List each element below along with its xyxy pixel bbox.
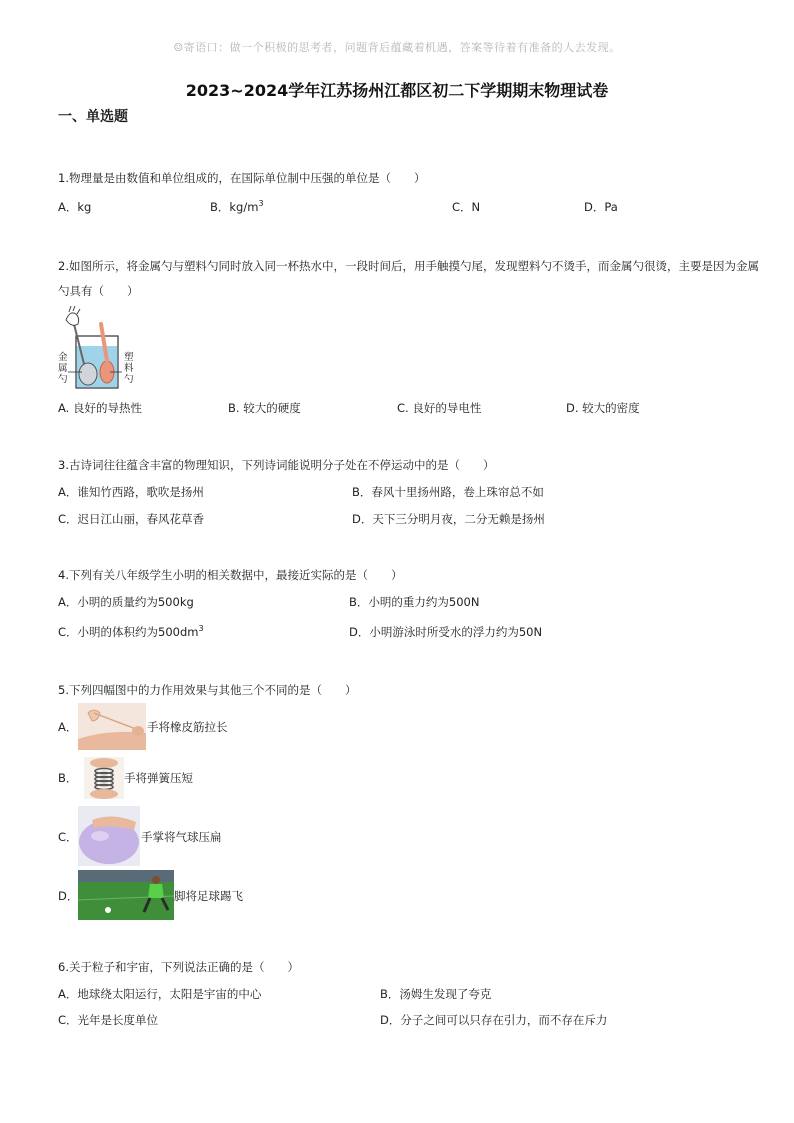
question-4-option-b: B．小明的重力约为500N [349,595,480,609]
soccer-kick-photo [78,870,174,920]
question-1-option-a: A．kg [58,200,92,214]
question-4-option-c: C．小明的体积约为$500dm^3$ [58,624,204,639]
question-3-stem: 3.古诗词往往蕴含丰富的物理知识，下列诗词能说明分子处在不停运动中的是（ ） [58,458,495,472]
question-6-option-c: C．光年是长度单位 [58,1013,159,1027]
question-5-option-d: D． [58,889,79,903]
question-3-option-d: D．天下三分明月夜，二分无赖是扬州 [352,512,545,526]
motto-line: ☺寄语口：做一个积极的思考者，问题背后蕴藏着机遇，答案等待着有准备的人去发现。 [173,41,621,54]
balloon-photo [78,806,140,866]
question-2-stem-line1: 2.如图所示，将金属勺与塑料勺同时放入同一杯热水中，一段时间后，用手触摸勺尾，发现塑料勺不烫手，而金属勺很烫，主要是因为金属 [58,259,759,273]
question-1-option-c: C．N [452,200,481,214]
question-1-option-d: D．Pa [584,200,618,214]
metal-spoon-label: 金属勺 [58,352,68,385]
question-3-option-b: B．春风十里扬州路，卷上珠帘总不如 [352,485,544,499]
section-heading: 一、单选题 [58,109,128,125]
question-6-option-d: D．分子之间可以只存在引力，而不存在斥力 [380,1013,608,1027]
question-1-stem: 1.物理量是由数值和单位组成的，在国际单位制中压强的单位是（ ） [58,171,426,185]
question-5-stem: 5.下列四幅图中的力作用效果与其他三个不同的是（ ） [58,683,357,697]
question-6-stem: 6.关于粒子和宇宙，下列说法正确的是（ ） [58,960,299,974]
question-5-caption-b: 手将弹簧压短 [124,771,193,785]
spoons-in-cup-figure [58,306,138,394]
question-2-option-c: C. 良好的导电性 [397,401,482,415]
question-4-option-d: D．小明游泳时所受水的浮力约为50N [349,625,543,639]
question-6-option-b: B．汤姆生发现了夸克 [380,987,492,1001]
rubber-band-photo [78,703,146,750]
plastic-spoon-label: 塑料勺 [124,352,134,385]
question-4-option-a: A．小明的质量约为500kg [58,595,194,609]
spring-photo [84,757,124,799]
question-1-option-b: B．$kg/m^3$ [210,199,264,214]
question-4-stem: 4.下列有关八年级学生小明的相关数据中，最接近实际的是（ ） [58,568,403,582]
question-5-caption-c: 手掌将气球压扁 [141,830,222,844]
question-6-option-a: A．地球绕太阳运行，太阳是宇宙的中心 [58,987,262,1001]
page-title: 2023~2024学年江苏扬州江都区初二下学期期末物理试卷 [185,81,609,100]
question-3-option-a: A．谁知竹西路，歌吹是扬州 [58,485,204,499]
question-3-option-c: C．迟日江山丽，春风花草香 [58,512,205,526]
question-2-option-d: D. 较大的密度 [566,401,640,415]
question-5-option-a: A． [58,720,78,734]
question-2-option-b: B. 较大的硬度 [228,401,301,415]
question-5-option-b: B． [58,771,78,785]
question-2-option-a: A. 良好的导热性 [58,401,142,415]
question-5-caption-d: 脚将足球踢飞 [174,889,243,903]
question-2-stem-line2: 勺具有（ ） [58,284,139,298]
question-5-option-c: C． [58,830,78,844]
question-5-caption-a: 手将橡皮筋拉长 [147,720,228,734]
